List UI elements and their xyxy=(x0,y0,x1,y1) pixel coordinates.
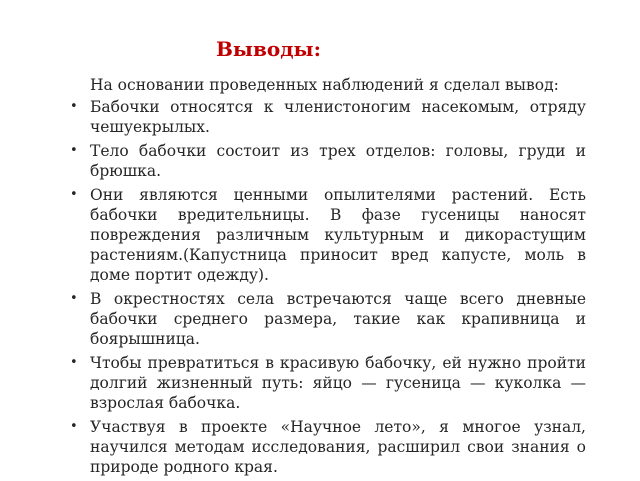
list-item-text: Бабочки относятся к членистоногим насекомым, отряду чешуекрылых. xyxy=(90,98,586,136)
bullet-icon: • xyxy=(70,291,78,306)
list-item-text: В окрестностях села встречаются чаще всего дневные бабочки среднего размера, такие как крапивница и боярышница. xyxy=(90,290,586,348)
slide-title: Выводы: xyxy=(216,37,321,61)
intro-text: На основании проведенных наблюдений я сделал вывод: xyxy=(90,76,559,94)
bullet-icon: • xyxy=(70,187,78,202)
slide-content xyxy=(72,75,586,481)
list-item xyxy=(72,141,586,181)
list-item xyxy=(72,185,586,285)
list-item xyxy=(72,417,586,477)
list-item xyxy=(72,289,586,349)
list-item-text: Тело бабочки состоит из трех отделов: головы, груди и брюшка. xyxy=(90,142,586,180)
bullet-icon: • xyxy=(70,99,78,114)
list-item-text: Участвуя в проекте «Научное лето», я многое узнал, научился методам исследования, расширил свои знания о природе родного края. xyxy=(90,418,586,476)
list-item xyxy=(72,97,586,137)
list-item-text: Чтобы превратиться в красивую бабочку, ей нужно пройти долгий жизненный путь: яйцо — гусеница — куколка — взрослая бабочка. xyxy=(90,354,586,412)
conclusions-list xyxy=(72,97,586,477)
bullet-icon: • xyxy=(70,143,78,158)
bullet-icon: • xyxy=(70,419,78,434)
list-item-text: Они являются ценными опылителями растений. Есть бабочки вредительницы. В фазе гусеницы наносят повреждения различным культурным и дикорастущим растениям.(Капустница приносит вред капусте, моль в доме портит одежду). xyxy=(90,186,586,284)
bullet-icon: • xyxy=(70,355,78,370)
list-item xyxy=(72,353,586,413)
